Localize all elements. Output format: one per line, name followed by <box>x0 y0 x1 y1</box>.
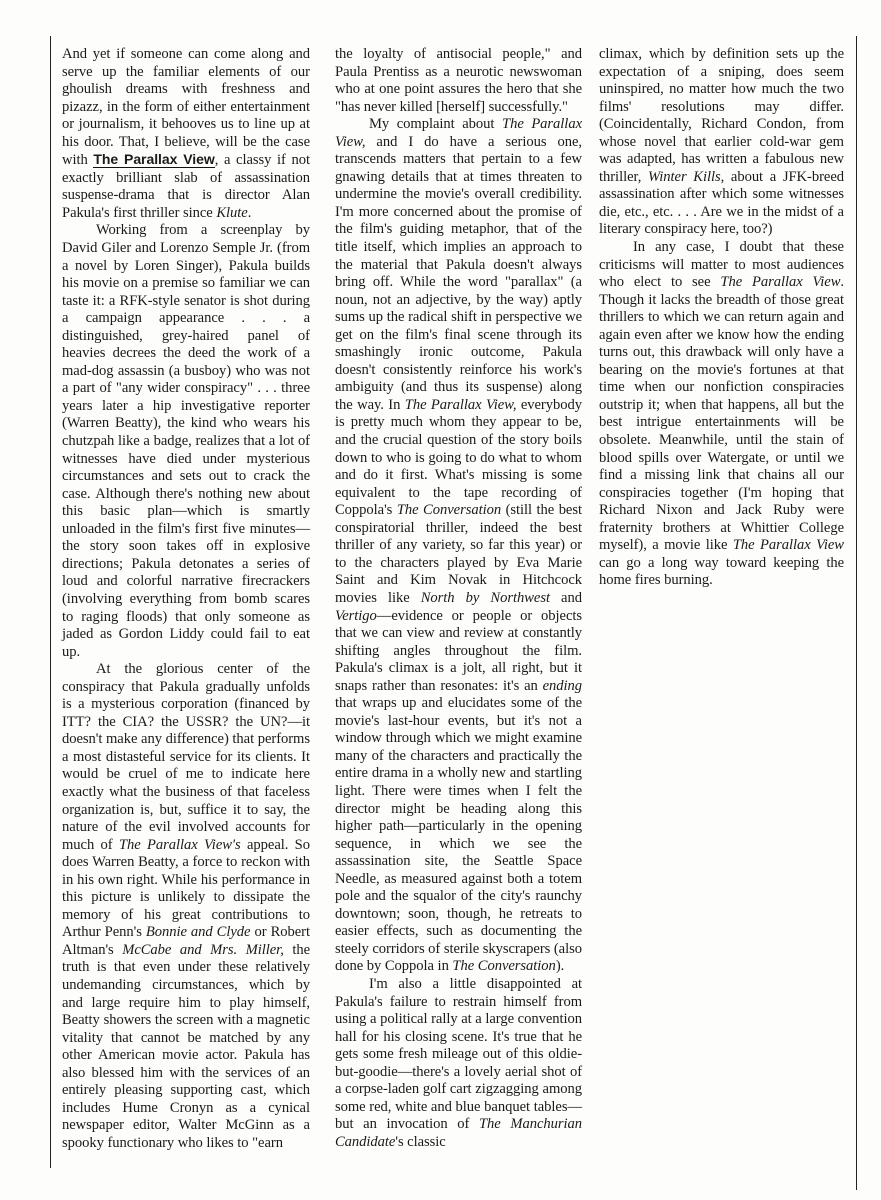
paragraph-1: And yet if someone can come along and serve up the familiar elements of our ghoulish dreams with freshness and pizazz, in the form of either entertainment or journalism, it behooves us to line up at his door. That, I believe, will be the case with The Parallax View, a classy if not exactly brilliant slab of assassination suspense-drama that is director Alan Pakula's first thriller since Klute. <box>62 46 311 221</box>
column-rule-left <box>50 36 51 1168</box>
paragraph-4: the loyalty of antisocial people," and Paula Prentiss as a neurotic newswoman who at one point assures the hero that she "has never killed [herself] successfully." <box>335 46 582 115</box>
paragraph-8: In any case, I doubt that these criticisms will matter to most audiences who elect to see The Parallax View. Though it lacks the breadth of those great thrillers to which we can return again and again even after we know how the ending turns out, this drawback will only have a bearing on the movie's fortunes at that time when our nonfiction conspiracies outstrip it; when that happens, all but the best intrigue entertainments will be obsolete. Meanwhile, until the stain of blood spills over Watergate, or until we find a missing link that chains all our conspiracies together (I'm hoping that Richard Nixon and Jack Ruby were fraternity brothers at Whittier College myself), a movie like The Parallax View can go a long way toward keeping the home fires burning. <box>599 239 844 589</box>
article-column-3 <box>599 46 844 590</box>
paragraph-5: My complaint about The Parallax View, and I do have a serious one, transcends matters that pertain to a few gnawing details that at times threaten to undermine the movie's overall credibility. I'm more concerned about the promise of the film's guiding metaphor, that of the title itself, which implies an approach to the material that Pakula doesn't always bring off. While the word "parallax" (a noun, not an adjective, by the way) aptly sums up the radical shift in perspective we get on the film's final scene through its smashingly ironic outcome, Pakula doesn't consistently reinforce his work's ambiguity (and thus its suspense) along the way. In The Parallax View, everybody is pretty much whom they appear to be, and the crucial question of the story boils down to who is going to do what to whom and do it first. What's missing is some equivalent to the tape recording of Coppola's The Conversation (still the best conspiratorial thriller, indeed the best thriller of any variety, so far this year) or to the characters played by Eva Marie Saint and Kim Novak in Hitchcock movies like North by Northwest and Vertigo—evidence or people or objects that we can view and review at constantly shifting angles throughout the film. Pakula's climax is a jolt, all right, but it snaps rather than resonates: it's an ending that wraps up and elucidates some of the movie's last-hour events, but it's not a window through which we might examine many of the characters and practically the entire drama in a wholly new and startling light. There were times when I felt the director might be heading along this higher path—particularly in the opening sequence, in which we see the assassination site, the Seattle Space Needle, as measured against both a totem pole and the squalor of the city's raunchy downtown; soon, though, he retreats to easier effects, such as documenting the steely corridors of sterile skyscrapers (also done by Coppola in The Conversation). <box>335 116 582 975</box>
article-column-2 <box>335 46 582 1151</box>
paragraph-3: At the glorious center of the conspiracy that Pakula gradually unfolds is a mysterious corporation (financed by ITT? the CIA? the USSR? the UN?—it doesn't make any difference) that performs a most distasteful service for its clients. It would be cruel of me to indicate here exactly what the business of that faceless organization is, but, suffice it to say, the nature of the evil involved accounts for much of The Parallax View's appeal. So does Warren Beatty, a force to reckon with in his own right. While his performance in this picture is unlikely to dissipate the memory of his great contributions to Arthur Penn's Bonnie and Clyde or Robert Altman's McCabe and Mrs. Miller, the truth is that even under these relatively undemanding circumstances, which by and large require him to play himself, Beatty showers the screen with a magnetic vitality that cannot be matched by any other American movie actor. Pakula has also blessed him with the services of an entirely pleasing supporting cast, which includes Hume Cronyn as a cynical newspaper editor, Walter McGinn as a spooky functionary who likes to "earn <box>62 661 310 1151</box>
film-title-underlined: The Parallax View <box>93 151 215 168</box>
paragraph-6: I'm also a little disappointed at Pakula's failure to restrain himself from using a political rally at a large convention hall for his closing scene. It's true that he gets some fresh mileage out of this oldie-but-goodie—there's a lovely aerial shot of a corpse-laden golf cart zigzagging among some red, white and blue banquet tables—but an invocation of The Manchurian Candidate's classic <box>335 975 582 1150</box>
article-column-1 <box>62 46 310 1152</box>
paragraph-7: climax, which by definition sets up the expectation of a sniping, does seem uninspired, no matter how much the two films' resolutions may differ. (Coincidentally, Richard Condon, from whose novel that earlier cold-war gem was adapted, has written a fabulous new thriller, Winter Kills, about a JFK-breed assassination after which some witnesses die, etc., etc. . . . Are we in the midst of a literary conspiracy here, too?) <box>599 46 844 238</box>
paragraph-2: Working from a screenplay by David Giler and Lorenzo Semple Jr. (from a novel by Loren Singer), Pakula builds his movie on a premise so familiar we can taste it: a RFK-style senator is shot during a campaign appearance . . . a distinguished, grey-haired panel of heavies decrees the deed the work of a mad-dog assassin (a busboy) who was not a part of "any wider conspiracy" . . . three years later a hip investigative reporter (Warren Beatty), the kind who wears his chutzpah like a badge, realizes that a lot of witnesses have died under mysterious circumstances and sets out to crack the case. Although there's nothing new about this basic plan—which is smartly unloaded in the film's first five minutes—the story soon takes off in explosive directions; Pakula detonates a series of loud and colorful narrative firecrackers (involving everything from bomb scares to raging floods) that only someone as jaded as Gordon Liddy could fail to eat up. <box>62 222 310 660</box>
column-rule-right <box>856 36 857 1190</box>
